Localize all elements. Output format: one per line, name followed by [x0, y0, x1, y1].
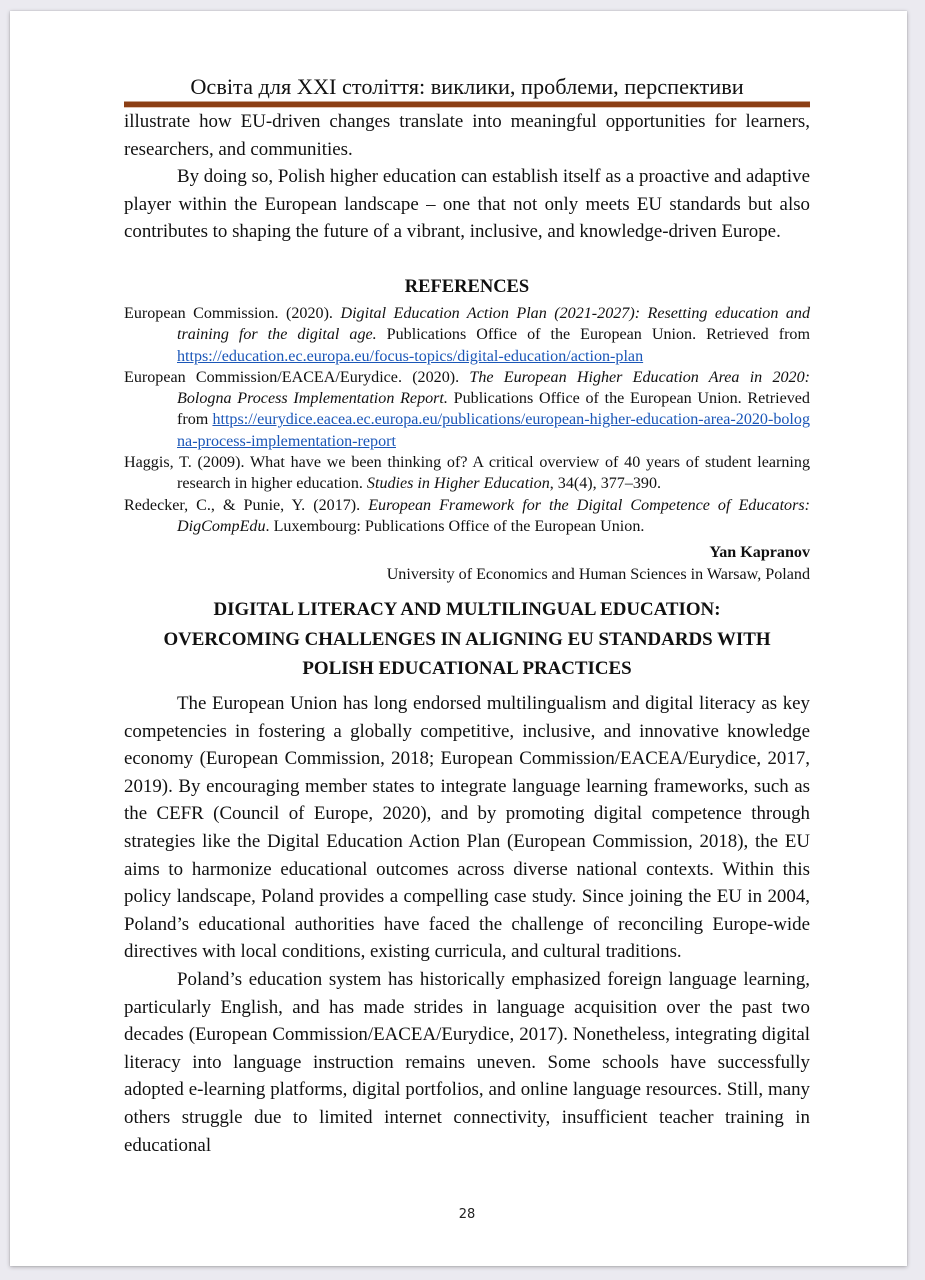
article-title — [124, 595, 810, 684]
page-number: 28 — [458, 1207, 476, 1222]
article-paragraph-1: The European Union has long endorsed multilingualism and digital literacy as key competencies in fostering a globally competitive, inclusive, and innovative knowledge economy (European Commission, 2018; European Commission/EACEA/Eurydice, 2017, 2019). By encouraging member states to integrate language learning frameworks, such as the CEFR (Council of Europe, 2020), and by promoting digital competence through strategies like the Digital Education Action Plan (European Commission, 2018), the EU aims to harmonize educational outcomes across diverse national contexts. Within this policy landscape, Poland provides a compelling case study. Since joining the EU in 2004, Poland’s educational authorities have faced the challenge of reconciling Europe-wide directives with local conditions, existing curricula, and cultural traditions. — [124, 693, 810, 963]
author-block — [124, 542, 810, 586]
article-paragraph-2: Poland’s education system has historically emphasized foreign language learning, particularly English, and has made strides in language acquisition over the past two decades (European Commission/EACEA/Eurydice, 2017). Nonetheless, integrating digital literacy into language instruction remains uneven. Some schools have successfully adopted e-learning platforms, digital portfolios, and online language resources. Still, many others struggle due to limited internet connectivity, insufficient teacher training in educational — [124, 968, 810, 1156]
reference-item — [124, 452, 810, 495]
author-affiliation: University of Economics and Human Sciences in Warsaw, Poland — [386, 566, 810, 583]
reference-item — [124, 495, 810, 538]
article-body — [124, 690, 810, 1159]
article-title-line: POLISH EDUCATIONAL PRACTICES — [302, 658, 632, 679]
running-head: Освіта для XXI століття: виклики, проблеми, перспективи — [190, 74, 744, 99]
reference-item — [124, 367, 810, 452]
continuation-paragraph-2: By doing so, Polish higher education can establish itself as a proactive and adaptive player within the European landscape – one that not only meets EU standards but also contributes to shaping the future of a vibrant, inclusive, and knowledge-driven Europe. — [124, 166, 810, 243]
reference-title: European Framework for the Digital Competence of Educators: DigCompEdu — [177, 496, 810, 535]
reference-title: The European Higher Education Area in 2020: Bologna Process Implementation Report. — [177, 368, 810, 408]
reference-rest: , 34(4), 377–390. — [549, 475, 662, 493]
document-page — [10, 11, 907, 1266]
reference-rest: Publications Office of the European Union. Retrieved from — [177, 390, 810, 429]
continuation-text — [124, 108, 810, 246]
article-title-line: DIGITAL LITERACY AND MULTILINGUAL EDUCATION: — [213, 599, 721, 620]
header-rule — [124, 101, 810, 108]
reference-link[interactable]: https://eurydice.eacea.ec.europa.eu/publications/european-higher-education-area-2020-bologna-process-implementation-report — [177, 411, 810, 450]
reference-lead: Haggis, T. (2009). What have we been thinking of? A critical overview of 40 years of student learning research in higher education. — [124, 454, 810, 493]
references-heading: REFERENCES — [404, 277, 530, 297]
reference-lead: European Commission/EACEA/Eurydice. (2020). — [124, 368, 470, 386]
author-name: Yan Kapranov — [709, 544, 810, 561]
reference-journal: Studies in Higher Education — [366, 475, 550, 493]
reference-lead: Redecker, C., & Punie, Y. (2017). — [124, 496, 369, 514]
reference-rest: . Luxembourg: Publications Office of the European Union. — [265, 517, 645, 535]
reference-link[interactable]: https://education.ec.europa.eu/focus-topics/digital-education/action-plan — [177, 347, 644, 365]
references-list — [124, 303, 810, 537]
article-title-line: OVERCOMING CHALLENGES IN ALIGNING EU STANDARDS WITH — [163, 628, 771, 650]
continuation-paragraph-1: illustrate how EU-driven changes translate into meaningful opportunities for learners, researchers, and communities. — [124, 111, 810, 160]
reference-lead: European Commission. (2020). — [124, 305, 341, 322]
reference-item — [124, 303, 810, 367]
reference-title: Digital Education Action Plan (2021-2027): Resetting education and training for the digital age. — [177, 305, 810, 344]
reference-rest: Publications Office of the European Union. Retrieved from — [376, 326, 810, 344]
